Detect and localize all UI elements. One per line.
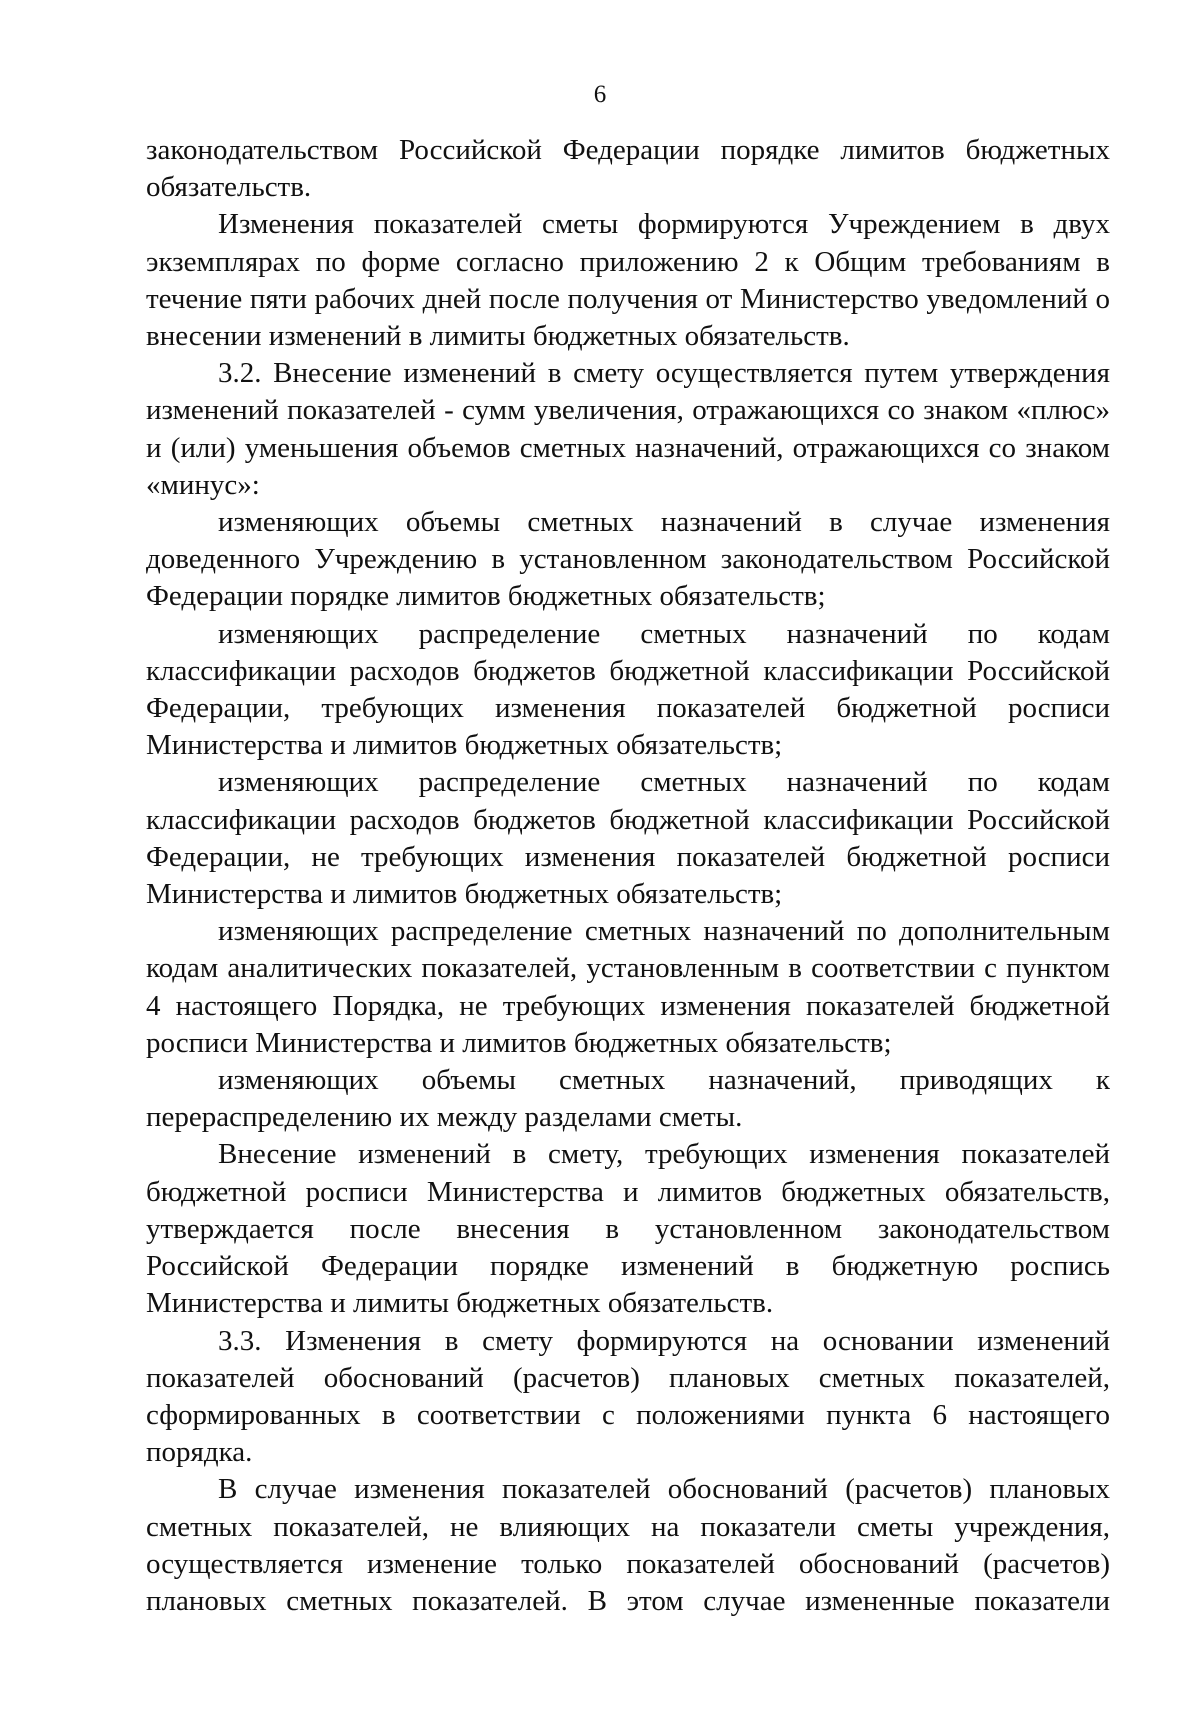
paragraph-section-3-2: 3.2. Внесение изменений в смету осуществляется путем утверждения изменений показателей - сумм увеличения, отражающихся со знаком «плюс» и (или) уменьшения объемов сметных назначений, отражающихся со знаком «минус»:: [146, 357, 1110, 501]
list-item-additional-codes: изменяющих распределение сметных назначений по дополнительным кодам аналитических показателей, установленным в соответствии с пунктом 4 настоящего Порядка, не требующих изменения показателей бюджетной росписи Министерства и лимитов бюджетных обязательств;: [146, 915, 1110, 1059]
list-item-volume-change: изменяющих объемы сметных назначений в случае изменения доведенного Учреждению в установленном законодательством Российской Федерации порядке лимитов бюджетных обязательств;: [146, 506, 1110, 613]
paragraph-justification-changes: В случае изменения показателей обоснований (расчетов) плановых сметных показателей, не влияющих на показатели сметы учреждения, осуществляется изменение только показателей обоснований (расчетов) плановых сметных показателей. В этом случае измененные показатели: [146, 1473, 1110, 1617]
list-item-redistribution: изменяющих объемы сметных назначений, приводящих к перераспределению их между разделами сметы.: [146, 1064, 1110, 1134]
list-item-distribution-requiring: изменяющих распределение сметных назначений по кодам классификации расходов бюджетов бюджетной классификации Российской Федерации, требующих изменения показателей бюджетной росписи Министерства и лимитов бюджетных обязательств;: [146, 617, 1110, 762]
paragraph-continuation: законодательством Российской Федерации порядке лимитов бюджетных обязательств.: [146, 134, 1110, 204]
paragraph-approval-after-changes: Внесение изменений в смету, требующих изменения показателей бюджетной росписи Министерства и лимитов бюджетных обязательств, утверждается после внесения в установленном законодательством Российской Федерации порядке изменений в бюджетную роспись Министерства и лимиты бюджетных обязательств.: [146, 1138, 1110, 1320]
document-body: [146, 132, 1110, 1620]
page-number: 6: [593, 81, 607, 108]
list-item-distribution-not-requiring: изменяющих распределение сметных назначений по кодам классификации расходов бюджетов бюджетной классификации Российской Федерации, не требующих изменения показателей бюджетной росписи Министерства и лимитов бюджетных обязательств;: [146, 766, 1110, 911]
paragraph-changes-formation: Изменения показателей сметы формируются Учреждением в двух экземплярах по форме согласно приложению 2 к Общим требованиям в течение пяти рабочих дней после получения от Министерство уведомлений о внесении изменений в лимиты бюджетных обязательств.: [146, 208, 1110, 353]
paragraph-section-3-3: 3.3. Изменения в смету формируются на основании изменений показателей обоснований (расчетов) плановых сметных показателей, сформированных в соответствии с положениями пункта 6 настоящего порядка.: [146, 1324, 1110, 1469]
